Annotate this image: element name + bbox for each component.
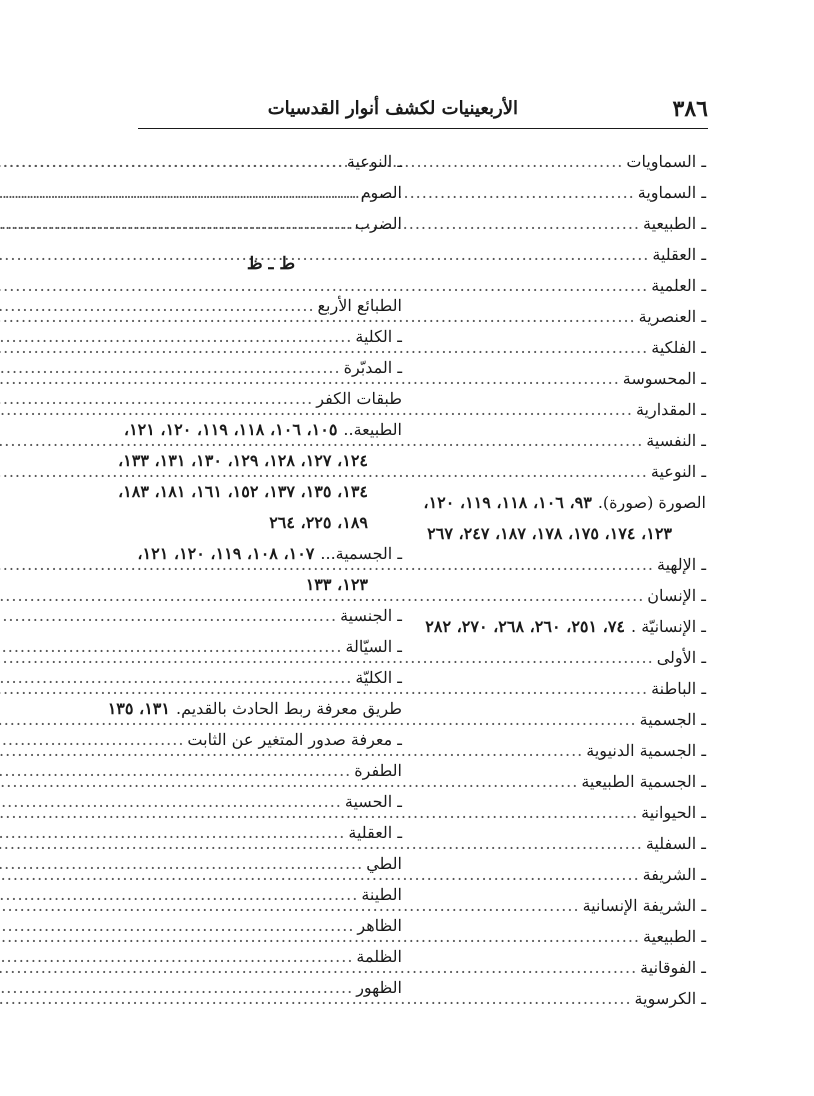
index-entry (444, 704, 706, 735)
entry-term: طريق معرفة ربط الحادث بالقديم. (175, 699, 402, 718)
entry-term: ـ العقلية (652, 245, 706, 264)
entry-pages: ١٠٧، ١٠٨، ١١٩، ١٢٠، ١٢١، (137, 544, 315, 563)
entry-term: ـ الحسية (344, 792, 402, 811)
dot-leader (0, 755, 351, 786)
index-entry-continuation: ١٨٩، ٢٢٥، ٢٦٤ (269, 513, 368, 532)
index-entry (444, 952, 706, 983)
index-entry (444, 146, 706, 177)
entry-term: ـ السيّالة (345, 637, 402, 656)
entry-term: الطبيعة.. (343, 420, 402, 439)
entry-term: ـ العنصرية (638, 307, 706, 326)
index-entry-continuation: ١٢٣، ١٧٤، ١٧٥، ١٧٨، ١٨٧، ٢٤٧، ٢٦٧ (427, 524, 672, 543)
entry-pages: ٧٤، ٢٥١، ٢٦٠، ٢٦٨، ٢٧٠، ٢٨٢ (425, 617, 626, 636)
entry-term: ـ الباطنة (651, 679, 706, 698)
index-column-right (423, 146, 706, 1014)
index-entry (444, 859, 706, 890)
entry-term: ـ الطبيعية (643, 927, 706, 946)
entry-term: ـ الإلهية (657, 555, 706, 574)
index-entry (140, 321, 402, 352)
index-entry (140, 600, 402, 631)
entry-term: ـ المحسوسة (622, 369, 706, 388)
index-entry (140, 208, 402, 239)
dot-leader (0, 786, 342, 817)
index-entry (444, 673, 706, 704)
dot-leader (0, 177, 358, 208)
entry-term: ـ الكليّة (355, 668, 402, 687)
index-entry (425, 611, 706, 642)
index-entry (137, 538, 402, 569)
index-entry (140, 383, 402, 414)
index-entry (423, 487, 706, 518)
dot-leader (0, 910, 354, 941)
index-entry (444, 239, 706, 270)
entry-term: ـ الإنسان (647, 586, 706, 605)
index-entry (107, 693, 402, 724)
index-entry (444, 394, 706, 425)
dot-leader (0, 321, 352, 352)
index-entry (444, 549, 706, 580)
entry-term: ـ الطبيعية (643, 214, 706, 233)
index-entry (140, 755, 402, 786)
dot-leader (0, 848, 363, 879)
entry-term: ـ النفسية (646, 431, 706, 450)
dot-leader (0, 600, 337, 631)
dot-leader (0, 879, 358, 910)
index-entry (140, 290, 402, 321)
index-entry (444, 642, 706, 673)
entry-term: ـ الفوقانية (640, 958, 706, 977)
page-header (138, 96, 708, 126)
entry-term: ـ الجسمية... (320, 544, 402, 563)
dot-leader (0, 208, 352, 239)
entry-term: الصوم (360, 183, 402, 202)
dot-leader (0, 631, 342, 662)
index-entry (140, 662, 402, 693)
index-entry (444, 890, 706, 921)
index-entry (444, 797, 706, 828)
entry-term: الضرب (354, 214, 402, 233)
index-entry (140, 879, 402, 910)
dot-leader (0, 941, 353, 972)
index-entry (444, 425, 706, 456)
index-entry (140, 177, 402, 208)
entry-term: ـ الجسمية الطبيعية (581, 772, 706, 791)
entry-term: ـ الأولى (656, 648, 706, 667)
index-entry (140, 972, 402, 1003)
entry-term: الطي (366, 854, 402, 873)
entry-term: الطبائع الأربع (317, 296, 402, 315)
entry-term: ـ العلمية (651, 276, 706, 295)
running-title: الأربعينيات لكشف أنوار القدسيات (267, 98, 518, 119)
entry-term: الظاهر (357, 916, 402, 935)
entry-term: الظهور (356, 978, 402, 997)
entry-term: ـ الجسمية (639, 710, 706, 729)
index-entry (140, 910, 402, 941)
entry-term: ـ الشريفة (642, 865, 706, 884)
dot-leader (0, 290, 315, 321)
entry-pages: ١٠٥، ١٠٦، ١١٨، ١١٩، ١٢٠، ١٢١، (123, 420, 338, 439)
index-entry (444, 270, 706, 301)
index-entry (444, 735, 706, 766)
entry-term: ـ الكرسوية (634, 989, 706, 1008)
entry-term: ـ السفلية (645, 834, 706, 853)
index-entry (444, 208, 706, 239)
entry-term: ـ المقدارية (635, 400, 706, 419)
entry-term: ـ الحيوانية (641, 803, 706, 822)
entry-term: الطينة (361, 885, 402, 904)
entry-term: ـ الشريفة الإنسانية (582, 896, 706, 915)
index-entry (140, 786, 402, 817)
index-entry (444, 456, 706, 487)
entry-term: ـ الجسمية الدنيوية (586, 741, 706, 760)
entry-term: ـ المدبّرة (343, 358, 402, 377)
index-entry (444, 363, 706, 394)
index-entry (140, 848, 402, 879)
index-entry-continuation: ١٢٤، ١٢٧، ١٢٨، ١٢٩، ١٣٠، ١٣١، ١٣٣، (117, 451, 368, 470)
entry-pages: ١٣١، ١٣٥ (107, 699, 170, 718)
index-entry-continuation: ١٢٣، ١٣٣ (305, 575, 368, 594)
entry-term: ـ السماوية (637, 183, 706, 202)
index-entry (140, 352, 402, 383)
dot-leader (0, 972, 353, 1003)
dot-leader (0, 146, 344, 177)
entry-pages: ٩٣، ١٠٦، ١١٨، ١١٩، ١٢٠، (423, 493, 592, 512)
index-group-top (140, 146, 402, 239)
entry-term: الصورة (صورة). (597, 493, 706, 512)
dot-leader (0, 383, 313, 414)
dot-leader (0, 352, 341, 383)
index-entry (140, 941, 402, 972)
entry-term: الظلمة (356, 947, 402, 966)
dot-leader (0, 817, 345, 848)
index-entry (444, 332, 706, 363)
index-entry-continuation: ١٣٤، ١٣٥، ١٣٧، ١٥٢، ١٦١، ١٨١، ١٨٣، (117, 482, 368, 501)
entry-term: ـ الإنسانيّة . (631, 617, 706, 636)
index-entry (140, 817, 402, 848)
entry-term: الطفرة (354, 761, 402, 780)
entry-term: ـ العقلية (348, 823, 402, 842)
index-entry (444, 301, 706, 332)
entry-term: ـ الجنسية (340, 606, 402, 625)
entry-term: طبقات الكفر (316, 389, 402, 408)
index-entry (444, 177, 706, 208)
entry-term: ـ الفلكية (651, 338, 706, 357)
index-entry (444, 766, 706, 797)
index-entry (444, 828, 706, 859)
index-entry (140, 631, 402, 662)
entry-term: ـ النوعية (346, 152, 402, 171)
dot-leader (0, 662, 352, 693)
entry-term: ـ النوعية (650, 462, 706, 481)
header-rule (138, 128, 708, 129)
index-entry (444, 580, 706, 611)
page-number: ٣٨٦ (672, 96, 708, 122)
index-group-bottom (107, 290, 402, 1003)
dot-leader (0, 724, 184, 755)
index-entry (140, 146, 402, 177)
entry-term: ـ معرفة صدور المتغير عن الثابت (187, 730, 402, 749)
index-column-left (107, 146, 402, 1003)
entry-term: ـ الكلية (355, 327, 402, 346)
section-heading: ط ـ ظ (246, 254, 296, 274)
index-entry (123, 414, 402, 445)
index-entry (140, 724, 402, 755)
index-entry (444, 921, 706, 952)
index-entry (444, 983, 706, 1014)
entry-term: ـ السماويات (626, 152, 706, 171)
